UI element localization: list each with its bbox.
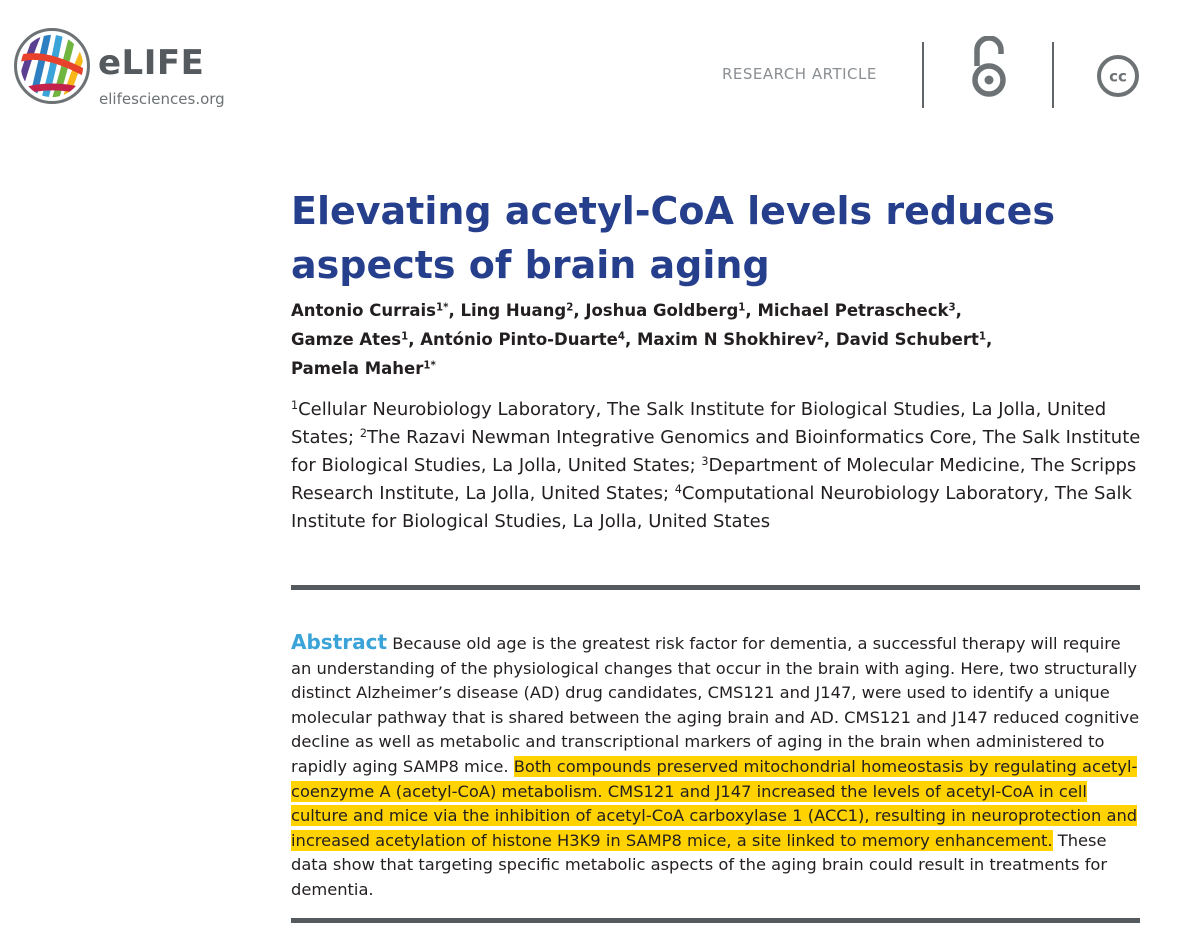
abstract-highlighted-text: Both compounds preserved mitochondrial homeostasis by regulating acetyl-coenzyme A (acetyl-CoA) metabolism. CMS121 and J147 increased the levels of acetyl-CoA in cell culture and mice via the inhibition of acetyl-CoA carboxylase 1 (ACC1), resulting in neuroprotection and increased acetylation of histone H3K9 in SAMP8 mice, a site linked to memory enhancement.: [291, 756, 1138, 850]
open-access-icon: [968, 36, 1010, 98]
affiliation-number: 4: [674, 482, 682, 496]
author-name: Pamela Maher: [291, 359, 424, 378]
author-name: Joshua Goldberg: [585, 301, 739, 320]
abstract-text: These data show that targeting specific metabolic aspects of the aging brain could result in treatments for dementia.: [291, 830, 1108, 899]
brand-url[interactable]: elifesciences.org: [99, 90, 225, 108]
section-divider: [291, 585, 1140, 590]
header-divider: [1052, 42, 1054, 108]
author-affiliation-marker: 4: [617, 331, 625, 343]
abstract-text: Because old age is the greatest risk factor for dementia, a successful therapy will require an understanding of the physiological changes that occur in the brain with aging. Here, two structurally distinct Alzheimer’s disease (AD) drug candidates, CMS121 and J147, were used to identify a unique molecular pathway that is shared between the aging brain and AD. CMS121 and J147 reduced cognitive decline as well as metabolic and transcriptional markers of aging in the brain when administered to rapidly aging SAMP8 mice.: [291, 634, 1140, 776]
author-list: Antonio Currais$^{1*}$, Ling Huang$^2$, Joshua Goldberg$^1$, Michael Petrascheck$^3$, Gamze Ates$^1$, António Pinto-Duarte$^4$, Maxim N Shokhirev$^2$, David Schubert$^1$, Pamela Maher$^{1*}$: [291, 301, 993, 378]
article-title: Elevating acetyl-CoA levels reduces aspects of brain aging: [291, 189, 1056, 287]
author-name: António Pinto-Duarte: [420, 330, 618, 349]
author-name: Antonio Currais: [291, 301, 436, 320]
svg-text:cc: cc: [1109, 67, 1127, 86]
author-affiliation-marker: 1*: [435, 302, 449, 314]
affiliation-text: Computational Neurobiology Laboratory, The Salk Institute for Biological Studies, La Jolla, United States: [291, 483, 1132, 532]
author-affiliation-marker: 1: [738, 302, 746, 314]
brand-name: eLIFE: [98, 43, 205, 83]
author-name: Ling Huang: [460, 301, 567, 320]
author-affiliation-marker: 3: [948, 302, 956, 314]
affiliation-number: 2: [359, 426, 367, 440]
header-divider: [922, 42, 924, 108]
affiliation-text: Department of Molecular Medicine, The Scripps Research Institute, La Jolla, United States;: [291, 455, 1137, 504]
affiliation-text: The Razavi Newman Integrative Genomics and Bioinformatics Core, The Salk Institute for Biological Studies, La Jolla, United States;: [291, 427, 1141, 476]
abstract: [291, 630, 1141, 903]
elife-logo-icon: [14, 28, 90, 104]
article-type-label: RESEARCH ARTICLE: [722, 65, 877, 83]
section-divider: [291, 918, 1140, 923]
affiliation-number: 1: [291, 398, 299, 412]
author-name: Maxim N Shokhirev: [636, 330, 817, 349]
author-affiliation-marker: 1: [401, 331, 409, 343]
author-affiliation-marker: 2: [566, 302, 574, 314]
author-name: Gamze Ates: [291, 330, 402, 349]
affiliation-list: [291, 396, 1151, 536]
author-affiliation-marker: 2: [816, 331, 824, 343]
author-affiliation-marker: 1*: [423, 360, 436, 372]
author-name: Michael Petrascheck: [757, 301, 949, 320]
affiliation-text: Cellular Neurobiology Laboratory, The Salk Institute for Biological Studies, La Jolla, United States;: [291, 399, 1107, 448]
author-affiliation-marker: 1: [978, 331, 986, 343]
abstract-heading: Abstract: [291, 630, 388, 654]
affiliation-number: 3: [701, 454, 709, 468]
author-name: David Schubert: [835, 330, 979, 349]
creative-commons-icon: [1096, 54, 1140, 98]
